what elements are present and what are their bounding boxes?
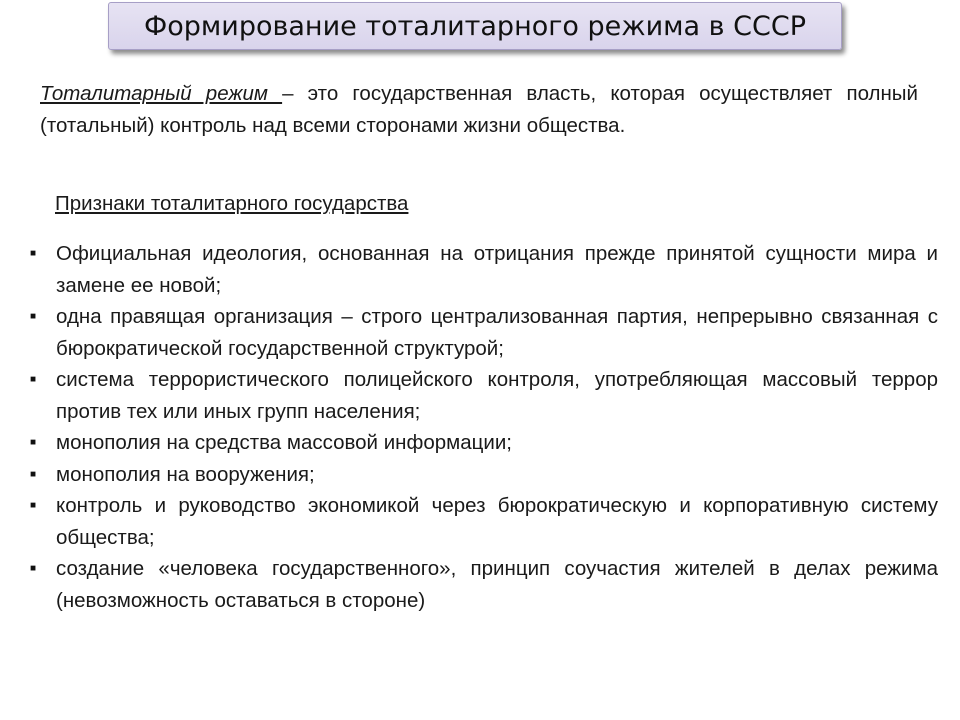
definition-term: Тоталитарный режим [40,82,283,105]
list-item-text: система террористического полицейского контроля, употребляющая массовый террор против тех или иных групп населения; [56,368,938,423]
list-item [30,553,938,616]
list-item [30,490,938,553]
features-heading: Признаки тоталитарного государства [55,192,409,215]
features-list [30,238,938,616]
bullet-square-icon: ■ [30,248,37,259]
bullet-square-icon: ■ [30,500,37,511]
list-item [30,427,938,459]
list-item-text: монополия на средства массовой информации; [56,431,512,454]
bullet-square-icon: ■ [30,374,37,385]
slide-title: Формирование тоталитарного режима в СССР [144,10,806,42]
list-item [30,459,938,491]
title-banner [108,2,842,50]
list-item-text: создание «человека государственного», принцип соучастия жителей в делах режима (невозможность оставаться в стороне) [56,557,938,612]
bullet-square-icon: ■ [30,468,37,480]
list-item [30,364,938,427]
bullet-square-icon: ■ [30,563,37,574]
bullet-square-icon: ■ [30,311,37,322]
list-item [30,238,938,301]
definition-paragraph [40,78,918,142]
definition-text: – это государственная власть, которая осуществляет полный (тотальный) контроль над всеми сторонами жизни общества. [40,82,918,137]
list-item [30,301,938,364]
list-item-text: одна правящая организация – строго централизованная партия, непрерывно связанная с бюрократической государственной структурой; [56,305,938,360]
list-item-text: контроль и руководство экономикой через бюрократическую и корпоративную систему общества; [56,494,938,549]
list-item-text: Официальная идеология, основанная на отрицания прежде принятой сущности мира и замене ее новой; [56,242,938,297]
list-item-text: монополия на вооружения; [56,462,315,486]
bullet-square-icon: ■ [30,437,37,448]
